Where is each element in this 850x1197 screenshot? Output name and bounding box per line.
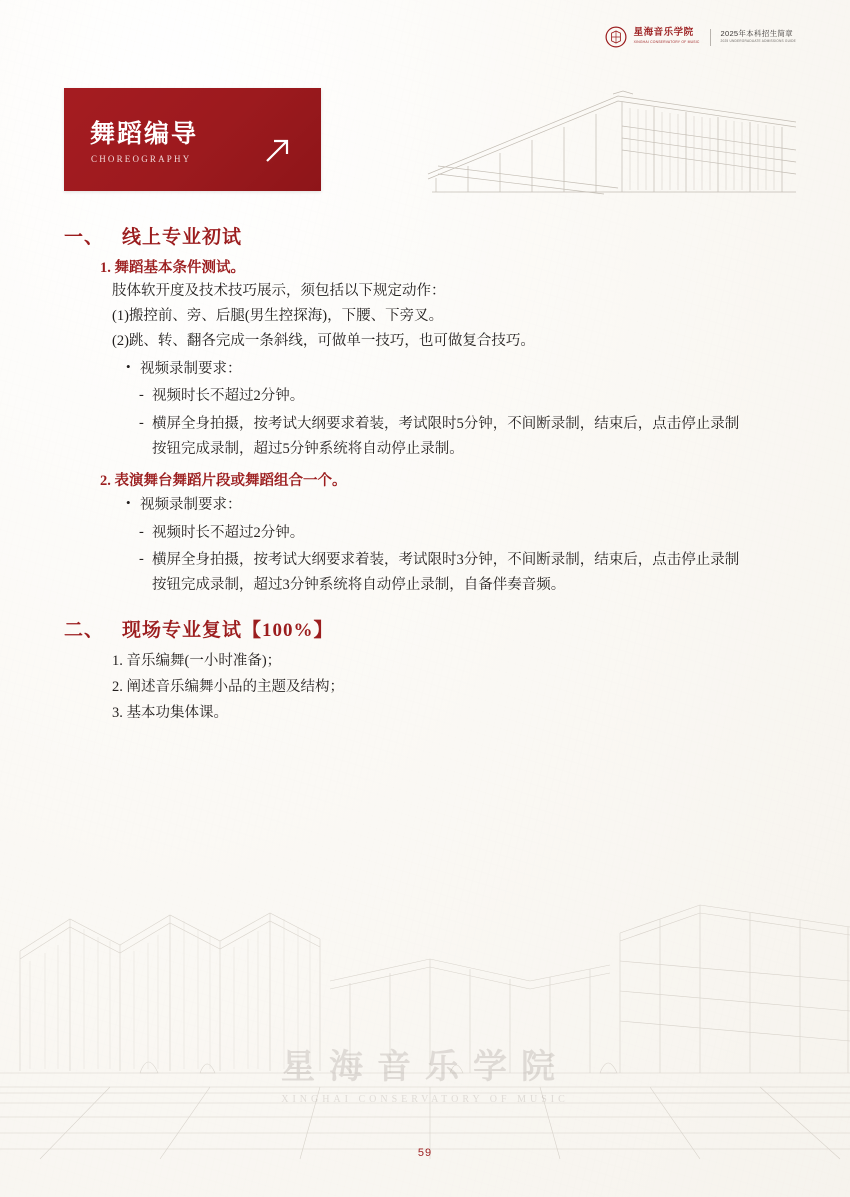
section-number-2: 二、 bbox=[64, 619, 105, 641]
header-doc-title bbox=[721, 30, 797, 44]
subitem-label-1: 1. 舞蹈基本条件测试。 bbox=[100, 260, 245, 276]
section-title-2: 现场专业复试【100%】 bbox=[122, 619, 334, 641]
document-header bbox=[605, 26, 796, 48]
section-2-line-2: 2. 阐述音乐编舞小品的主题及结构； bbox=[112, 678, 344, 695]
section-heading-2 bbox=[64, 615, 786, 642]
major-title-cn: 舞蹈编导 bbox=[90, 121, 199, 148]
section-title-banner bbox=[64, 88, 321, 191]
header-institution bbox=[634, 29, 700, 44]
subitem-1-bullet-3-cont: 按钮完成录制，超过5分钟系统将自动停止录制。 bbox=[152, 440, 464, 457]
subitem-1-line-3: (2)跳、转、翻各完成一条斜线，可做单一技巧，也可做复合技巧。 bbox=[112, 332, 535, 349]
subitem-1-bullet-3-text: 横屏全身拍摄，按考试大纲要求着装，考试限时5分钟，不间断录制，结束后，点击停止录制 bbox=[152, 415, 740, 432]
subitem-2-bullet-3-text: 横屏全身拍摄，按考试大纲要求着装，考试限时3分钟，不间断录制，结束后，点击停止录制 bbox=[152, 552, 740, 569]
section-2-line-1: 1. 音乐编舞(一小时准备)； bbox=[112, 652, 282, 669]
header-institution-cn: 星海音乐学院 bbox=[633, 28, 694, 39]
page-number: 59 bbox=[417, 1147, 433, 1159]
subitem-2-bullet-2: - 视频时长不超过2分钟。 bbox=[138, 521, 786, 546]
building-line-art bbox=[408, 78, 798, 196]
seal-logo-icon bbox=[605, 26, 627, 48]
subitem-1-line-2: (1)搬控前、旁、后腿(男生控探海)，下腰、下旁叉。 bbox=[112, 307, 444, 324]
subitem-2-bullet-1: • 视频录制要求： bbox=[126, 493, 786, 518]
campus-line-art bbox=[0, 841, 850, 1161]
section-title-1: 线上专业初试 bbox=[122, 227, 243, 248]
subitem-1-line-1: 肢体软开度及技术技巧展示，须包括以下规定动作： bbox=[112, 283, 446, 299]
subitem-1-bullet-3 bbox=[138, 412, 786, 463]
arrow-up-right-icon bbox=[259, 133, 295, 169]
header-doc-title-en: 2025 UNDERGRADUATE ADMISSIONS GUIDE bbox=[720, 39, 796, 44]
header-divider bbox=[710, 29, 711, 46]
subitem-2-bullet-3-cont: 按钮完成录制，超过3分钟系统将自动停止录制，自备伴奏音频。 bbox=[152, 577, 566, 594]
subitem-label-2: 2. 表演舞台舞蹈片段或舞蹈组合一个。 bbox=[100, 473, 347, 490]
major-title-en: CHOREOGRAPHY bbox=[91, 154, 192, 164]
document-content bbox=[64, 222, 786, 726]
subitem-2-bullet-3 bbox=[138, 548, 786, 599]
subitem-1-bullet-1: • 视频录制要求： bbox=[126, 357, 786, 382]
watermark-cn: 星海音乐学院 bbox=[281, 1049, 569, 1086]
watermark-en: XINGHAI CONSERVATORY OF MUSIC bbox=[281, 1094, 569, 1105]
header-institution-en: XINGHAI CONSERVATORY OF MUSIC bbox=[633, 39, 700, 44]
section-2-line-3: 3. 基本功集体课。 bbox=[112, 705, 228, 721]
header-doc-title-cn: 2025年本科招生简章 bbox=[720, 28, 793, 38]
subitem-1-bullet-2: - 视频时长不超过2分钟。 bbox=[138, 384, 786, 409]
section-number-1: 一、 bbox=[64, 227, 105, 248]
section-heading-1 bbox=[64, 222, 786, 249]
